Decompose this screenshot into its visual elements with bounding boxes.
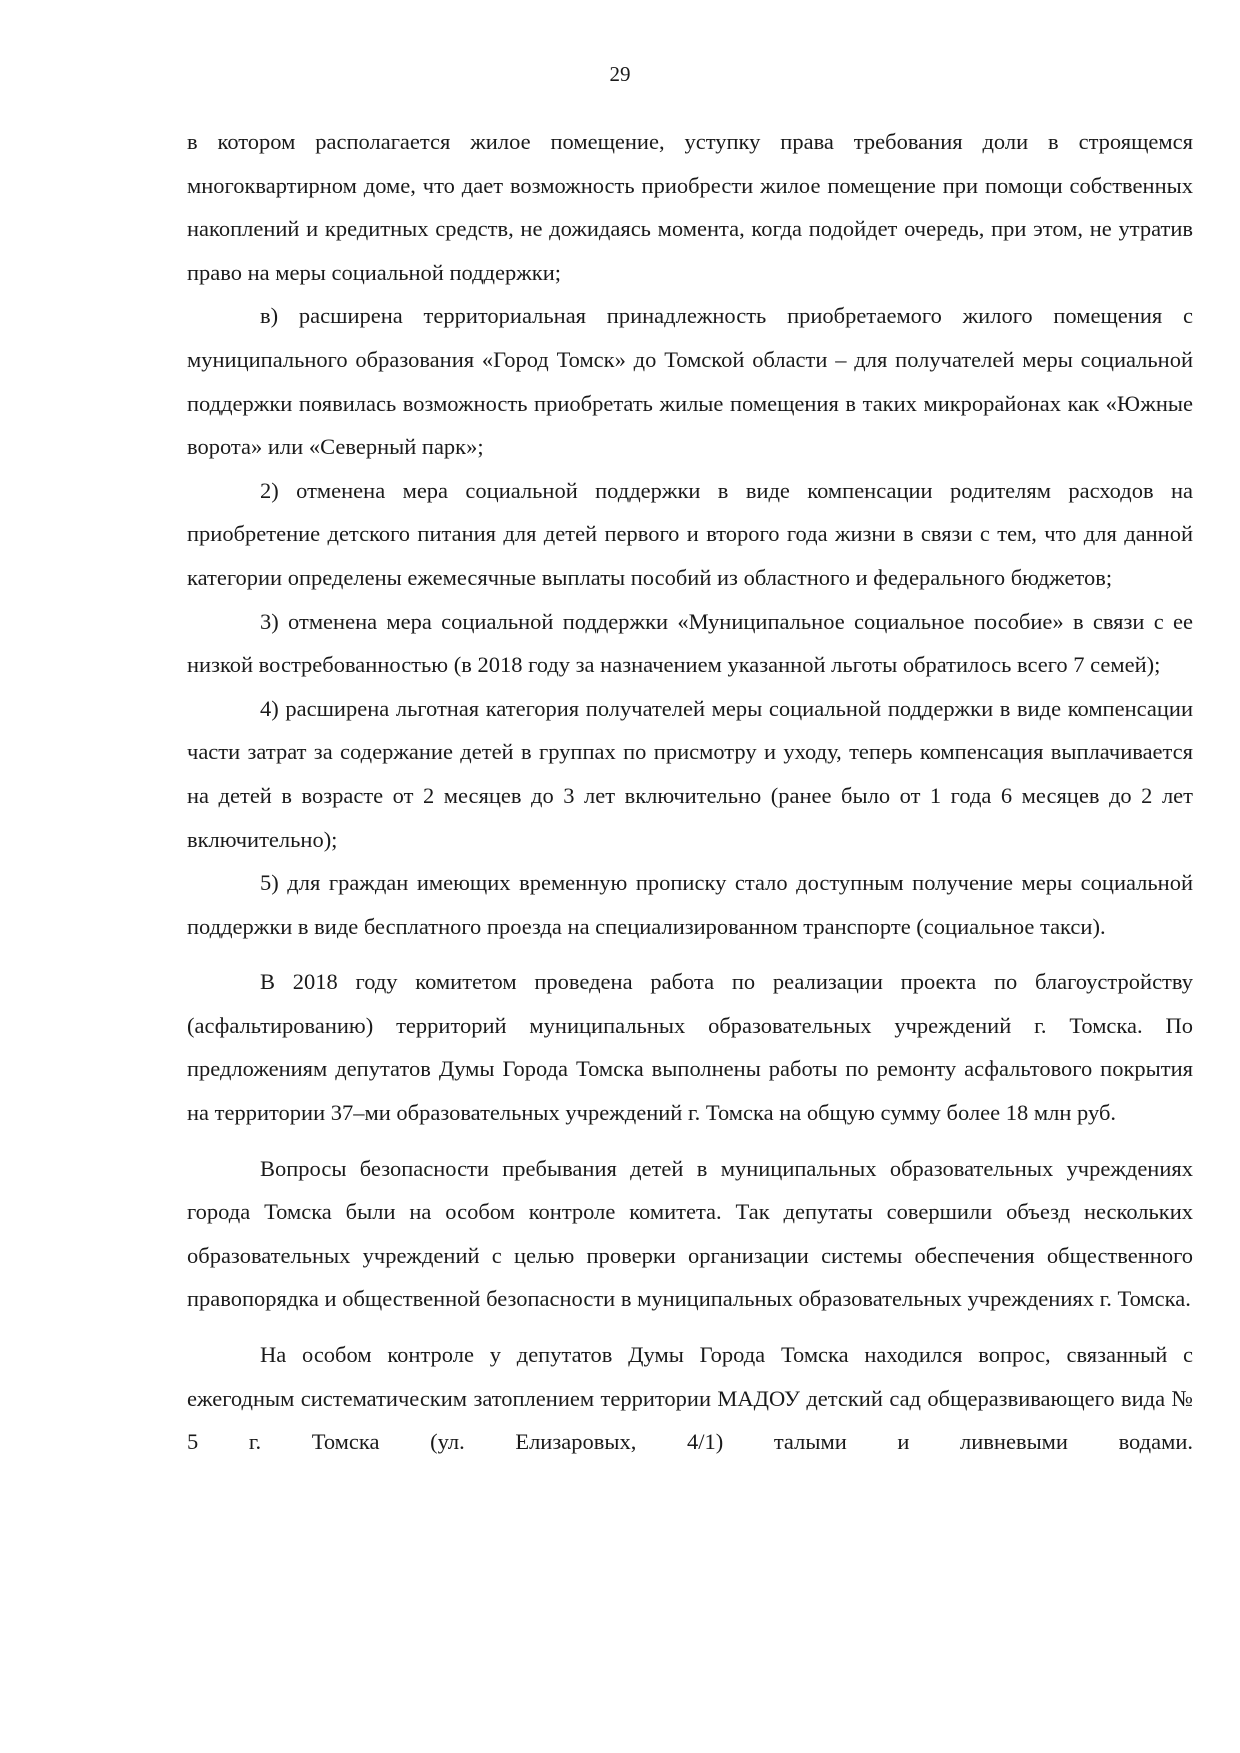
paragraph-item-3: 3) отменена мера социальной поддержки «Муниципальное социальное пособие» в связи с ее низкой востребованностью (в 2018 году за назначением указанной льготы обратилось всего 7 семей); [187,608,1193,678]
paragraph-item-5: 5) для граждан имеющих временную прописку стало доступным получение меры социальной поддержки в виде бесплатного проезда на специализированном транспорте (социальное такси). [187,870,1193,939]
paragraph-flooding: На особом контроле у депутатов Думы Города Томска находился вопрос, связанный с ежегодным систематическим затоплением территории МАДОУ детский сад общеразвивающего вида № 5 г. Томска (ул. Елизаровых, 4/1) талыми и ливневыми водами. [187,1342,1193,1455]
paragraph-item-2: 2) отменена мера социальной поддержки в виде компенсации родителям расходов на приобретение детского питания для детей первого и второго года жизни в связи с тем, что для данной категории определены ежемесячные выплаты пособий из областного и федерального бюджетов; [187,477,1193,590]
paragraph-continuation: в котором располагается жилое помещение, уступку права требования доли в строящемся многоквартирном доме, что дает возможность приобрести жилое помещение при помощи собственных накоплений и кредитных средств, не дожидаясь момента, когда подойдет очередь, при этом, не утратив право на меры социальной поддержки; [187,129,1193,285]
paragraph-asphalt-project: В 2018 году комитетом проведена работа по реализации проекта по благоустройству (асфальтированию) территорий муниципальных образовательных учреждений г. Томска. По предложениям депутатов Думы Города Томска выполнены работы по ремонту асфальтового покрытия на территории 37–ми образовательных учреждений г. Томска на общую сумму более 18 млн руб. [187,969,1193,1126]
page-number: 29 [609,62,631,86]
paragraph-item-4: 4) расширена льготная категория получателей меры социальной поддержки в виде компенсации части затрат за содержание детей в группах по присмотру и уходу, теперь компенсация выплачивается на детей в возрасте от 2 месяцев до 3 лет включительно (ранее было от 1 года 6 месяцев до 2 лет включительно); [187,695,1193,852]
paragraph-safety: Вопросы безопасности пребывания детей в муниципальных образовательных учреждениях города Томска были на особом контроле комитета. Так депутаты совершили объезд нескольких образовательных учреждений с целью проверки организации системы обеспечения общественного правопорядка и общественной безопасности в муниципальных образовательных учреждениях г. Томска. [187,1155,1193,1312]
paragraph-item-v: в) расширена территориальная принадлежность приобретаемого жилого помещения с муниципального образования «Город Томск» до Томской области – для получателей меры социальной поддержки появилась возможность приобретать жилые помещения в таких микрорайонах как «Южные ворота» или «Северный парк»; [187,303,1193,460]
document-body [187,120,1193,1464]
